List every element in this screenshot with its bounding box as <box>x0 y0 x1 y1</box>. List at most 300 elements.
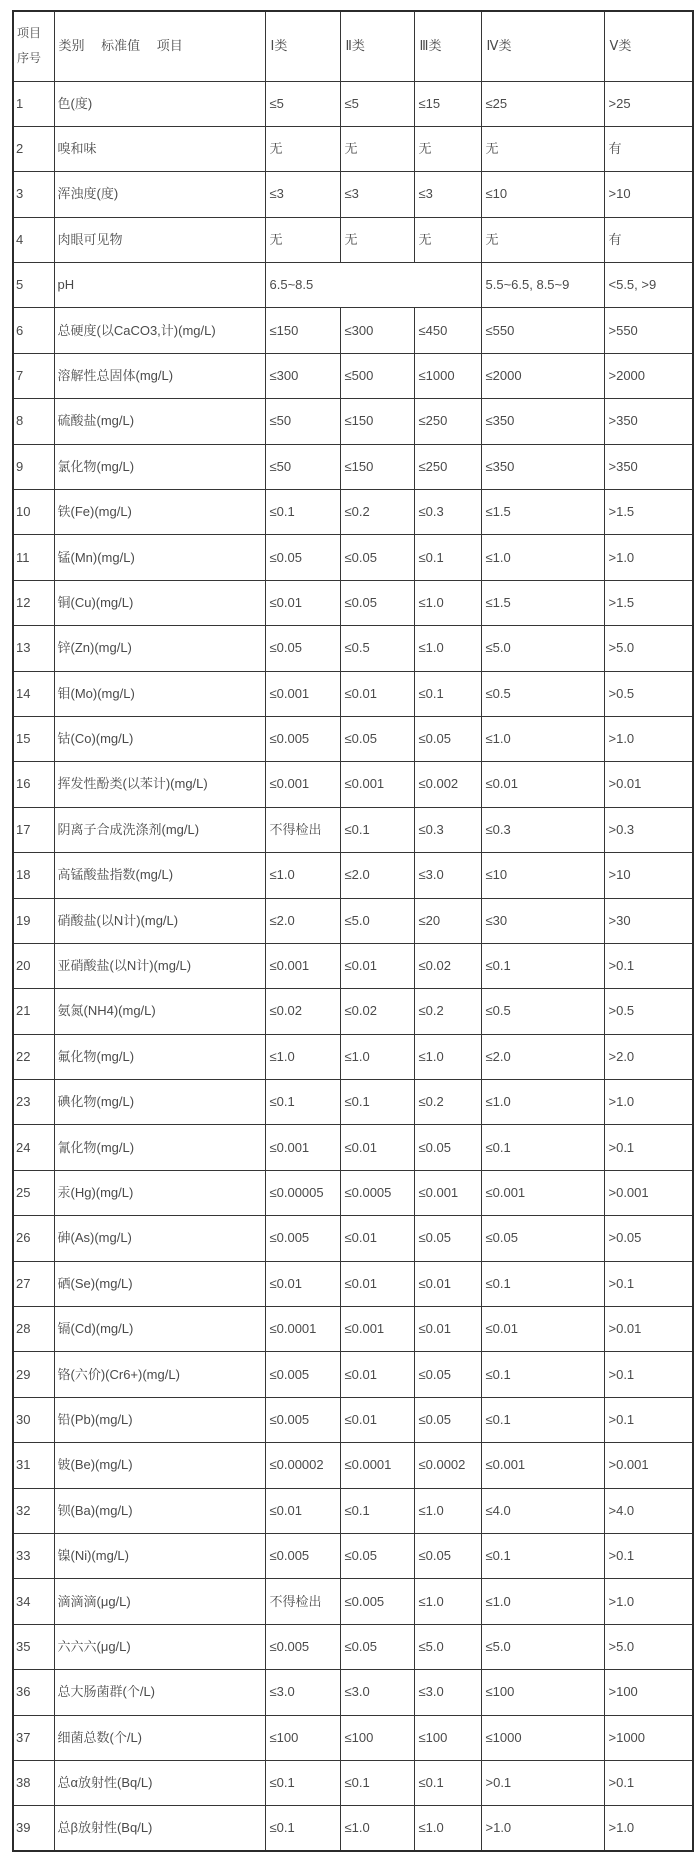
item-name-cell: 砷(As)(mg/L) <box>54 1216 265 1261</box>
item-name-cell: 溶解性总固体(mg/L) <box>54 353 265 398</box>
value-cell: 不得检出 <box>265 1579 340 1624</box>
value-cell: ≤0.01 <box>265 580 340 625</box>
table-row <box>13 1352 693 1397</box>
value-cell: ≤2.0 <box>265 898 340 943</box>
value-cell: 有 <box>604 217 693 262</box>
row-number-cell: 18 <box>13 853 54 898</box>
value-cell: ≤1.0 <box>414 1579 481 1624</box>
value-cell: ≤0.2 <box>414 1080 481 1125</box>
item-name-cell: 氰化物(mg/L) <box>54 1125 265 1170</box>
value-cell: ≤0.00005 <box>265 1170 340 1215</box>
item-name-cell: 滴滴滴(μg/L) <box>54 1579 265 1624</box>
value-cell: ≤100 <box>340 1715 414 1760</box>
item-name-cell: 镉(Cd)(mg/L) <box>54 1307 265 1352</box>
row-number-cell: 23 <box>13 1080 54 1125</box>
row-number-cell: 13 <box>13 626 54 671</box>
value-cell: >1.0 <box>604 1579 693 1624</box>
table-row <box>13 1216 693 1261</box>
value-cell: ≤0.5 <box>340 626 414 671</box>
value-cell: ≤0.01 <box>340 1216 414 1261</box>
item-name-cell: 总硬度(以CaCO3,计)(mg/L) <box>54 308 265 353</box>
value-cell: ≤0.3 <box>481 807 604 852</box>
value-cell: ≤500 <box>340 353 414 398</box>
value-cell: ≤3 <box>265 172 340 217</box>
value-cell: ≤0.001 <box>340 1307 414 1352</box>
value-cell: ≤0.1 <box>265 1760 340 1805</box>
table-row <box>13 1080 693 1125</box>
item-name-cell: 细菌总数(个/L) <box>54 1715 265 1760</box>
row-number-cell: 6 <box>13 308 54 353</box>
value-cell: ≤100 <box>265 1715 340 1760</box>
value-cell: 不得检出 <box>265 807 340 852</box>
item-name-cell: 总大肠菌群(个/L) <box>54 1670 265 1715</box>
value-cell: ≤300 <box>340 308 414 353</box>
table-row <box>13 898 693 943</box>
value-cell: ≤1.5 <box>481 490 604 535</box>
value-cell: 无 <box>265 126 340 171</box>
value-cell: ≤5.0 <box>340 898 414 943</box>
value-cell: ≤0.3 <box>414 490 481 535</box>
value-cell: ≤0.002 <box>414 762 481 807</box>
value-cell: ≤0.3 <box>414 807 481 852</box>
value-cell: 无 <box>481 126 604 171</box>
value-cell: ≤3.0 <box>414 853 481 898</box>
header-row <box>13 11 693 81</box>
value-cell: ≤0.1 <box>481 1125 604 1170</box>
value-cell: >1000 <box>604 1715 693 1760</box>
table-header <box>13 11 693 81</box>
item-name-cell: 碘化物(mg/L) <box>54 1080 265 1125</box>
row-number-cell: 30 <box>13 1397 54 1442</box>
table-row <box>13 807 693 852</box>
item-name-cell: 硫酸盐(mg/L) <box>54 399 265 444</box>
table-row <box>13 671 693 716</box>
row-number-cell: 5 <box>13 263 54 308</box>
item-name-cell: 硝酸盐(以N计)(mg/L) <box>54 898 265 943</box>
value-cell: ≤350 <box>481 399 604 444</box>
row-number-cell: 14 <box>13 671 54 716</box>
item-name-cell: 铅(Pb)(mg/L) <box>54 1397 265 1442</box>
value-cell: ≤4.0 <box>481 1488 604 1533</box>
header-class-5: Ⅴ类 <box>604 11 693 81</box>
value-cell: 无 <box>414 217 481 262</box>
value-cell: >0.5 <box>604 671 693 716</box>
item-name-cell: 钴(Co)(mg/L) <box>54 716 265 761</box>
value-cell: ≤0.1 <box>265 490 340 535</box>
table-row <box>13 81 693 126</box>
table-row <box>13 1760 693 1805</box>
value-cell: >2.0 <box>604 1034 693 1079</box>
item-name-cell: 高锰酸盐指数(mg/L) <box>54 853 265 898</box>
row-number-cell: 4 <box>13 217 54 262</box>
value-cell: ≤0.5 <box>481 989 604 1034</box>
item-name-cell: 硒(Se)(mg/L) <box>54 1261 265 1306</box>
value-cell: >0.001 <box>604 1443 693 1488</box>
value-cell: ≤0.05 <box>340 535 414 580</box>
value-cell: ≤0.01 <box>265 1488 340 1533</box>
value-cell: >25 <box>604 81 693 126</box>
value-cell: ≤0.00002 <box>265 1443 340 1488</box>
value-cell: >0.1 <box>481 1760 604 1805</box>
table-row <box>13 1534 693 1579</box>
table-row <box>13 353 693 398</box>
table-row <box>13 1307 693 1352</box>
table-row <box>13 1806 693 1851</box>
row-number-cell: 32 <box>13 1488 54 1533</box>
value-cell: 无 <box>414 126 481 171</box>
table-row <box>13 263 693 308</box>
value-cell: ≤0.1 <box>414 671 481 716</box>
item-name-cell: 汞(Hg)(mg/L) <box>54 1170 265 1215</box>
value-cell: ≤1.0 <box>481 535 604 580</box>
value-cell: ≤3.0 <box>414 1670 481 1715</box>
row-number-cell: 20 <box>13 943 54 988</box>
item-name-cell: 铬(六价)(Cr6+)(mg/L) <box>54 1352 265 1397</box>
table-row <box>13 989 693 1034</box>
row-number-cell: 7 <box>13 353 54 398</box>
value-cell: ≤0.05 <box>414 1352 481 1397</box>
table-row <box>13 1624 693 1669</box>
value-cell: 无 <box>340 126 414 171</box>
item-name-cell: 总α放射性(Bq/L) <box>54 1760 265 1805</box>
value-cell: ≤0.05 <box>414 1125 481 1170</box>
row-number-cell: 35 <box>13 1624 54 1669</box>
table-row <box>13 308 693 353</box>
value-cell: ≤30 <box>481 898 604 943</box>
row-number-cell: 12 <box>13 580 54 625</box>
row-number-cell: 37 <box>13 1715 54 1760</box>
value-cell: 有 <box>604 126 693 171</box>
table-row <box>13 444 693 489</box>
value-cell: >1.0 <box>604 535 693 580</box>
table-row <box>13 626 693 671</box>
value-cell: >10 <box>604 172 693 217</box>
table-body <box>13 81 693 1851</box>
table-row <box>13 490 693 535</box>
item-name-cell: 浑浊度(度) <box>54 172 265 217</box>
table-row <box>13 580 693 625</box>
value-cell: >0.1 <box>604 943 693 988</box>
value-cell: <5.5, >9 <box>604 263 693 308</box>
value-cell: ≤1.0 <box>265 1034 340 1079</box>
item-name-cell: 镍(Ni)(mg/L) <box>54 1534 265 1579</box>
value-cell: ≤0.05 <box>414 716 481 761</box>
value-cell: ≤0.001 <box>265 943 340 988</box>
value-cell: >1.5 <box>604 580 693 625</box>
table-row <box>13 1170 693 1215</box>
value-cell: ≤20 <box>414 898 481 943</box>
item-name-cell: 锰(Mn)(mg/L) <box>54 535 265 580</box>
value-cell: ≤0.05 <box>481 1216 604 1261</box>
item-name-cell: 六六六(μg/L) <box>54 1624 265 1669</box>
row-number-cell: 16 <box>13 762 54 807</box>
value-cell: ≤0.05 <box>414 1534 481 1579</box>
value-cell: ≤5 <box>340 81 414 126</box>
value-cell: ≤0.1 <box>414 1760 481 1805</box>
value-cell: ≤1.0 <box>340 1034 414 1079</box>
table-row <box>13 1670 693 1715</box>
value-cell: ≤150 <box>265 308 340 353</box>
row-number-cell: 22 <box>13 1034 54 1079</box>
value-cell: ≤0.05 <box>340 1624 414 1669</box>
value-cell: >0.1 <box>604 1352 693 1397</box>
item-name-cell: 氯化物(mg/L) <box>54 444 265 489</box>
value-cell: ≤1.0 <box>481 1579 604 1624</box>
item-name-cell: 挥发性酚类(以苯计)(mg/L) <box>54 762 265 807</box>
value-cell: >1.0 <box>604 716 693 761</box>
value-cell: ≤0.05 <box>414 1397 481 1442</box>
item-name-cell: 总β放射性(Bq/L) <box>54 1806 265 1851</box>
value-cell: ≤10 <box>481 853 604 898</box>
value-cell: ≤1.0 <box>481 1080 604 1125</box>
value-cell: ≤0.001 <box>265 1125 340 1170</box>
value-cell: ≤0.01 <box>414 1261 481 1306</box>
value-cell: ≤550 <box>481 308 604 353</box>
row-number-cell: 27 <box>13 1261 54 1306</box>
item-name-cell: 阴离子合成洗涤剂(mg/L) <box>54 807 265 852</box>
value-cell: >0.01 <box>604 762 693 807</box>
row-number-cell: 3 <box>13 172 54 217</box>
value-cell: ≤0.005 <box>265 1352 340 1397</box>
value-cell: ≤10 <box>481 172 604 217</box>
value-cell: ≤0.0002 <box>414 1443 481 1488</box>
value-cell: >5.0 <box>604 626 693 671</box>
value-cell: >0.3 <box>604 807 693 852</box>
value-cell: ≤0.2 <box>340 490 414 535</box>
value-cell: ≤1.0 <box>481 716 604 761</box>
value-cell: >350 <box>604 399 693 444</box>
value-cell: ≤1.0 <box>414 1806 481 1851</box>
value-cell: ≤0.001 <box>340 762 414 807</box>
header-item: 类别 标准值 项目 <box>54 11 265 81</box>
value-cell: ≤0.1 <box>481 1352 604 1397</box>
row-number-cell: 9 <box>13 444 54 489</box>
item-name-cell: 氟化物(mg/L) <box>54 1034 265 1079</box>
header-item-number: 项目序号 <box>13 11 54 81</box>
row-number-cell: 17 <box>13 807 54 852</box>
row-number-cell: 31 <box>13 1443 54 1488</box>
value-cell: >1.0 <box>604 1080 693 1125</box>
value-cell: ≤0.1 <box>481 1261 604 1306</box>
value-cell: ≤2.0 <box>481 1034 604 1079</box>
value-cell: ≤0.1 <box>414 535 481 580</box>
item-name-cell: 锌(Zn)(mg/L) <box>54 626 265 671</box>
value-cell: ≤0.005 <box>265 1534 340 1579</box>
value-cell: >0.5 <box>604 989 693 1034</box>
value-cell: >5.0 <box>604 1624 693 1669</box>
value-cell: ≤0.1 <box>340 1080 414 1125</box>
header-class-3: Ⅲ类 <box>414 11 481 81</box>
row-number-cell: 21 <box>13 989 54 1034</box>
value-cell: ≤1000 <box>414 353 481 398</box>
value-cell: ≤3 <box>414 172 481 217</box>
value-cell: ≤50 <box>265 399 340 444</box>
value-cell: >0.1 <box>604 1534 693 1579</box>
value-cell: ≤0.01 <box>340 1352 414 1397</box>
value-cell: ≤1.0 <box>414 1488 481 1533</box>
row-number-cell: 10 <box>13 490 54 535</box>
value-cell: ≤1000 <box>481 1715 604 1760</box>
value-cell: ≤0.02 <box>414 943 481 988</box>
value-cell: 无 <box>265 217 340 262</box>
value-cell: ≤0.01 <box>265 1261 340 1306</box>
value-cell: ≤0.1 <box>340 1760 414 1805</box>
row-number-cell: 29 <box>13 1352 54 1397</box>
table-row <box>13 1034 693 1079</box>
value-cell: ≤0.001 <box>481 1170 604 1215</box>
value-cell: ≤25 <box>481 81 604 126</box>
value-cell: ≤0.001 <box>265 671 340 716</box>
value-cell: ≤0.0005 <box>340 1170 414 1215</box>
header-class-4: Ⅳ类 <box>481 11 604 81</box>
value-cell: ≤2000 <box>481 353 604 398</box>
value-cell: ≤0.02 <box>265 989 340 1034</box>
value-cell: ≤0.01 <box>340 943 414 988</box>
value-cell: ≤0.001 <box>481 1443 604 1488</box>
value-cell: ≤0.1 <box>481 943 604 988</box>
value-cell: ≤0.05 <box>340 1534 414 1579</box>
value-cell: ≤5.0 <box>481 1624 604 1669</box>
value-cell: ≤3.0 <box>340 1670 414 1715</box>
value-cell: ≤0.05 <box>340 716 414 761</box>
value-cell: >0.01 <box>604 1307 693 1352</box>
value-cell: >0.1 <box>604 1397 693 1442</box>
value-cell: ≤0.0001 <box>265 1307 340 1352</box>
row-number-cell: 15 <box>13 716 54 761</box>
table-row <box>13 217 693 262</box>
table-row <box>13 716 693 761</box>
value-cell: ≤0.005 <box>265 1397 340 1442</box>
value-cell: ≤0.01 <box>481 762 604 807</box>
value-cell: ≤2.0 <box>340 853 414 898</box>
value-cell: >10 <box>604 853 693 898</box>
value-cell: ≤150 <box>340 399 414 444</box>
value-cell: ≤0.001 <box>414 1170 481 1215</box>
row-number-cell: 33 <box>13 1534 54 1579</box>
value-cell: ≤0.005 <box>265 1624 340 1669</box>
table-row <box>13 1261 693 1306</box>
value-cell: >350 <box>604 444 693 489</box>
value-cell: ≤5 <box>265 81 340 126</box>
value-cell: >100 <box>604 1670 693 1715</box>
value-cell: ≤0.2 <box>414 989 481 1034</box>
value-cell: ≤0.5 <box>481 671 604 716</box>
value-cell: >4.0 <box>604 1488 693 1533</box>
table-row <box>13 172 693 217</box>
value-cell: ≤0.02 <box>340 989 414 1034</box>
table-row <box>13 1579 693 1624</box>
row-number-cell: 26 <box>13 1216 54 1261</box>
table-row <box>13 1125 693 1170</box>
value-cell: ≤0.01 <box>340 671 414 716</box>
value-cell: ≤5.0 <box>481 626 604 671</box>
value-cell: ≤0.01 <box>340 1261 414 1306</box>
value-cell: ≤0.01 <box>340 1125 414 1170</box>
row-number-cell: 8 <box>13 399 54 444</box>
value-cell: >0.1 <box>604 1125 693 1170</box>
value-cell: ≤150 <box>340 444 414 489</box>
row-number-cell: 2 <box>13 126 54 171</box>
value-cell: ≤0.1 <box>265 1080 340 1125</box>
row-number-cell: 38 <box>13 1760 54 1805</box>
value-cell: ≤0.001 <box>265 762 340 807</box>
value-cell: >0.001 <box>604 1170 693 1215</box>
value-cell: ≤1.0 <box>414 626 481 671</box>
item-name-cell: 嗅和味 <box>54 126 265 171</box>
row-number-cell: 34 <box>13 1579 54 1624</box>
row-number-cell: 24 <box>13 1125 54 1170</box>
value-cell: >1.5 <box>604 490 693 535</box>
table-row <box>13 1397 693 1442</box>
item-name-cell: 色(度) <box>54 81 265 126</box>
value-cell: ≤0.01 <box>481 1307 604 1352</box>
value-cell: >550 <box>604 308 693 353</box>
table-row <box>13 1715 693 1760</box>
item-name-cell: 钡(Ba)(mg/L) <box>54 1488 265 1533</box>
value-cell: ≤0.05 <box>414 1216 481 1261</box>
item-name-cell: 钼(Mo)(mg/L) <box>54 671 265 716</box>
value-cell: ≤3 <box>340 172 414 217</box>
table-row <box>13 1443 693 1488</box>
value-cell: ≤5.0 <box>414 1624 481 1669</box>
item-name-cell: 肉眼可见物 <box>54 217 265 262</box>
row-number-cell: 39 <box>13 1806 54 1851</box>
row-number-cell: 19 <box>13 898 54 943</box>
value-cell: 6.5~8.5 <box>265 263 481 308</box>
value-cell: ≤15 <box>414 81 481 126</box>
item-name-cell: 铜(Cu)(mg/L) <box>54 580 265 625</box>
table-row <box>13 399 693 444</box>
row-number-cell: 36 <box>13 1670 54 1715</box>
value-cell: ≤0.1 <box>265 1806 340 1851</box>
table-row <box>13 1488 693 1533</box>
row-number-cell: 1 <box>13 81 54 126</box>
value-cell: ≤50 <box>265 444 340 489</box>
value-cell: ≤0.1 <box>481 1534 604 1579</box>
value-cell: >1.0 <box>604 1806 693 1851</box>
value-cell: ≤0.005 <box>340 1579 414 1624</box>
value-cell: ≤0.1 <box>481 1397 604 1442</box>
header-class-1: Ⅰ类 <box>265 11 340 81</box>
value-cell: >0.1 <box>604 1261 693 1306</box>
value-cell: ≤0.005 <box>265 1216 340 1261</box>
row-number-cell: 25 <box>13 1170 54 1215</box>
value-cell: ≤100 <box>481 1670 604 1715</box>
value-cell: ≤0.1 <box>340 807 414 852</box>
value-cell: ≤1.0 <box>414 580 481 625</box>
table-row <box>13 535 693 580</box>
item-name-cell: 铍(Be)(mg/L) <box>54 1443 265 1488</box>
value-cell: ≤0.01 <box>340 1397 414 1442</box>
value-cell: ≤1.5 <box>481 580 604 625</box>
value-cell: >0.1 <box>604 1760 693 1805</box>
table-row <box>13 853 693 898</box>
water-quality-standards-table <box>12 10 694 1852</box>
value-cell: >2000 <box>604 353 693 398</box>
value-cell: ≤0.05 <box>265 535 340 580</box>
value-cell: ≤1.0 <box>414 1034 481 1079</box>
item-name-cell: 氨氮(NH4)(mg/L) <box>54 989 265 1034</box>
value-cell: ≤250 <box>414 444 481 489</box>
item-name-cell: 亚硝酸盐(以N计)(mg/L) <box>54 943 265 988</box>
value-cell: 无 <box>481 217 604 262</box>
value-cell: ≤1.0 <box>340 1806 414 1851</box>
header-class-2: Ⅱ类 <box>340 11 414 81</box>
value-cell: ≤350 <box>481 444 604 489</box>
value-cell: ≤0.05 <box>340 580 414 625</box>
value-cell: ≤300 <box>265 353 340 398</box>
item-name-cell: 铁(Fe)(mg/L) <box>54 490 265 535</box>
